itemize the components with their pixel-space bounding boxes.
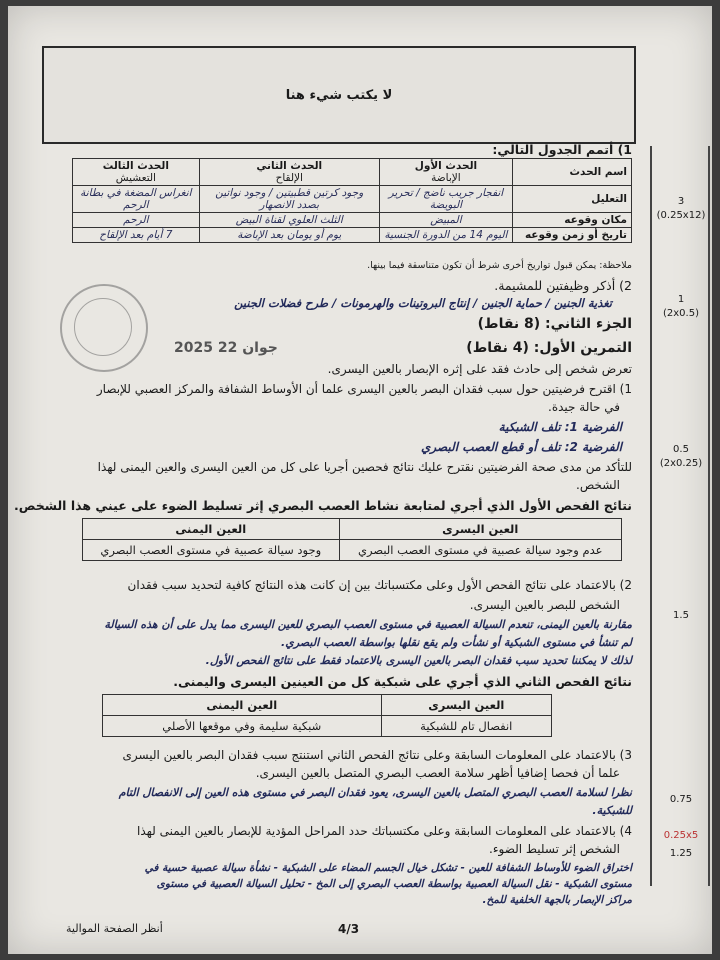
q3-answer-line1: نظرا لسلامة العصب البصري المتصل بالعين اليسرى، يعود فقدان البصر في مستوى هذه العين إلى الانفصال التام: [118, 786, 632, 799]
q2-grade: 1: [677, 294, 685, 305]
q2-grade-detail: (2x0.5): [663, 308, 699, 319]
row-header: اسم الحدث: [513, 159, 632, 186]
table-cell: الثلث العلوي لقناة البيض: [199, 213, 379, 228]
q1b-prompt-line2: في حالة جيدة.: [548, 400, 620, 414]
q2b-answer-line1: مقارنة بالعين اليمنى، تنعدم السيالة العصبية في مستوى العصب البصري للعين اليسرى مما يدل على أن هذه السيالة: [104, 618, 632, 631]
q4-grade-detail: 0.25x5: [663, 830, 699, 841]
row-header: تاريخ أو زمن وقوعه: [513, 228, 632, 243]
table-cell: الرحم: [73, 213, 200, 228]
q1b-prompt-line1: 1) اقترح فرضيتين حول سبب فقدان البصر بالعين اليسرى علما أن الأوساط الشفافة والمركز العصبي للإبصار: [96, 382, 632, 396]
q4-grade: 1.25: [669, 848, 693, 859]
q3-answer-line2: للشبكية.: [592, 804, 632, 817]
grading-margin-right-border: [708, 146, 710, 886]
official-seal: [60, 284, 148, 372]
exam2-left-eye-result: انفصال تام للشبكية: [381, 716, 551, 737]
q2b-prompt-line1: 2) بالاعتماد على نتائج الفحص الأول وعلى مكتسباتك بين إن كانت هذه النتائج كافية لتحديد سبب فقدان: [127, 578, 632, 592]
hyp-grade-detail: (2x0.25): [659, 458, 703, 469]
exercise-intro: تعرض شخص إلى حادث فقد على إثره الإبصار بالعين اليسرى.: [327, 362, 632, 376]
q1-grade-detail: (0.25x12): [656, 210, 706, 221]
table-cell: المبيض: [379, 213, 512, 228]
q2b-grade: 1.5: [673, 610, 689, 621]
page-number: 4/3: [338, 922, 360, 936]
exam-page: [8, 6, 712, 954]
table-cell: 7 أيام بعد الإلقاح: [73, 228, 200, 243]
table-cell: انغراس المضغة في بطانة الرحم: [73, 186, 200, 213]
exam1-header-left-eye: العين اليسرى: [339, 519, 621, 540]
exam1-header-right-eye: العين اليمنى: [83, 519, 340, 540]
q2-answer: تغذية الجنين / حماية الجنين / إنتاج البروتينات والهرمونات / طرح فضلات الجنين: [234, 296, 612, 310]
hyp-grade: 0.5: [673, 444, 689, 455]
table-cell: اليوم 14 من الدورة الجنسية: [379, 228, 512, 243]
q2b-answer-line3: لذلك لا يمكننا تحديد سبب فقدان البصر بالعين اليسرى بالاعتماد فقط على نتائج الفحص الأول.: [205, 654, 632, 667]
date-stamp: 2025 جوان 22: [174, 340, 278, 356]
verify-line2: الشخص.: [576, 478, 620, 492]
exam2-header-right-eye: العين اليمنى: [103, 695, 382, 716]
q4-answer-line2: مستوى الشبكية - نقل السيالة العصبية بواسطة العصب البصري إلى المخ - تحليل السيالة العصبية في مستوى: [156, 878, 632, 890]
q2b-answer-line2: لم تنشأ في مستوى الشبكية أو نشأت ولم يقع نقلها بواسطة العصب البصري.: [281, 636, 632, 649]
q3-prompt-line2: علما أن فحصا إضافيا أظهر سلامة العصب البصري المتصل بالعين اليسرى.: [255, 766, 620, 780]
exam1-title: نتائج الفحص الأول الذي أجري لمتابعة نشاط العصب البصري إثر تسليط الضوء على عيني هذا الشخص.: [13, 498, 632, 513]
grading-margin-left-border: [650, 146, 652, 886]
no-write-box: [42, 46, 636, 144]
q2-prompt: 2) أذكر وظيفتين للمشيمة.: [494, 278, 632, 293]
col-header-3: الحدث الثالث التعشيش: [73, 159, 200, 186]
col-header-2: الحدث الثاني الإلقاح: [199, 159, 379, 186]
next-page-note: أنظر الصفحة الموالية: [66, 922, 163, 935]
row-header: مكان وقوعه: [513, 213, 632, 228]
verify-line1: للتأكد من مدى صحة الفرضيتين نقترح عليك نتائج فحصين أجريا على كل من العين اليسرى والعين اليمنى لهذا: [97, 460, 632, 474]
q3-prompt-line1: 3) بالاعتماد على المعلومات السابقة وعلى نتائج الفحص الثاني استنتج سبب فقدان البصر بالعين اليسرى: [122, 748, 632, 762]
row-header: التعليل: [513, 186, 632, 213]
q4-prompt-line1: 4) بالاعتماد على المعلومات السابقة وعلى مكتسباتك حدد المراحل المؤدية للإبصار بالعين اليمنى لهذا: [136, 824, 632, 838]
exam2-table: [102, 694, 552, 737]
q4-answer-line1: اختراق الضوء للأوساط الشفافة للعين - تشكل خيال الجسم المضاء على الشبكية - نشأة سيالة عصبية حسية في: [144, 862, 632, 874]
hypothesis-2: الفرضية 2: تلف أو قطع العصب البصري: [421, 440, 622, 454]
exam1-right-eye-result: وجود سيالة عصبية في مستوى العصب البصري: [83, 540, 340, 561]
hypothesis-1: الفرضية 1: تلف الشبكية: [498, 420, 622, 434]
q3-grade: 0.75: [669, 794, 693, 805]
no-write-label: لا يكتب شيء هنا: [285, 88, 393, 103]
table-cell: يوم أو يومان بعد الإباضة: [199, 228, 379, 243]
exam1-left-eye-result: عدم وجود سيالة عصبية في مستوى العصب البصري: [339, 540, 621, 561]
exam2-title: نتائج الفحص الثاني الذي أجري على شبكية كل من العينين اليسرى واليمنى.: [173, 674, 632, 689]
part2-title: الجزء الثاني: (8 نقاط): [477, 316, 632, 332]
exercise-title: التمرين الأول: (4 نقاط): [466, 340, 632, 356]
table-cell: انفجار جريب ناضج / تحرير البويضة: [379, 186, 512, 213]
q1-grade: 3: [677, 196, 685, 207]
events-table: [72, 158, 632, 243]
table-note: ملاحظة: يمكن قبول تواريخ أخرى شرط أن تكون متناسقة فيما بينها.: [367, 260, 632, 271]
q4-answer-line3: مراكز الإبصار بالجهة الخلفية للمخ.: [482, 894, 632, 906]
table-cell: وجود كرتين قطبيتين / وجود نواتين بصدد الانصهار: [199, 186, 379, 213]
col-header-1: الحدث الأول الإباضة: [379, 159, 512, 186]
exam1-table: [82, 518, 622, 561]
exam2-header-left-eye: العين اليسرى: [381, 695, 551, 716]
q1-prompt: 1) أتمم الجدول التالي:: [492, 142, 632, 157]
q2b-prompt-line2: الشخص للبصر بالعين اليسرى.: [469, 598, 620, 612]
exam2-right-eye-result: شبكية سليمة وفي موقعها الأصلي: [103, 716, 382, 737]
q4-prompt-line2: الشخص إثر تسليط الضوء.: [489, 842, 620, 856]
